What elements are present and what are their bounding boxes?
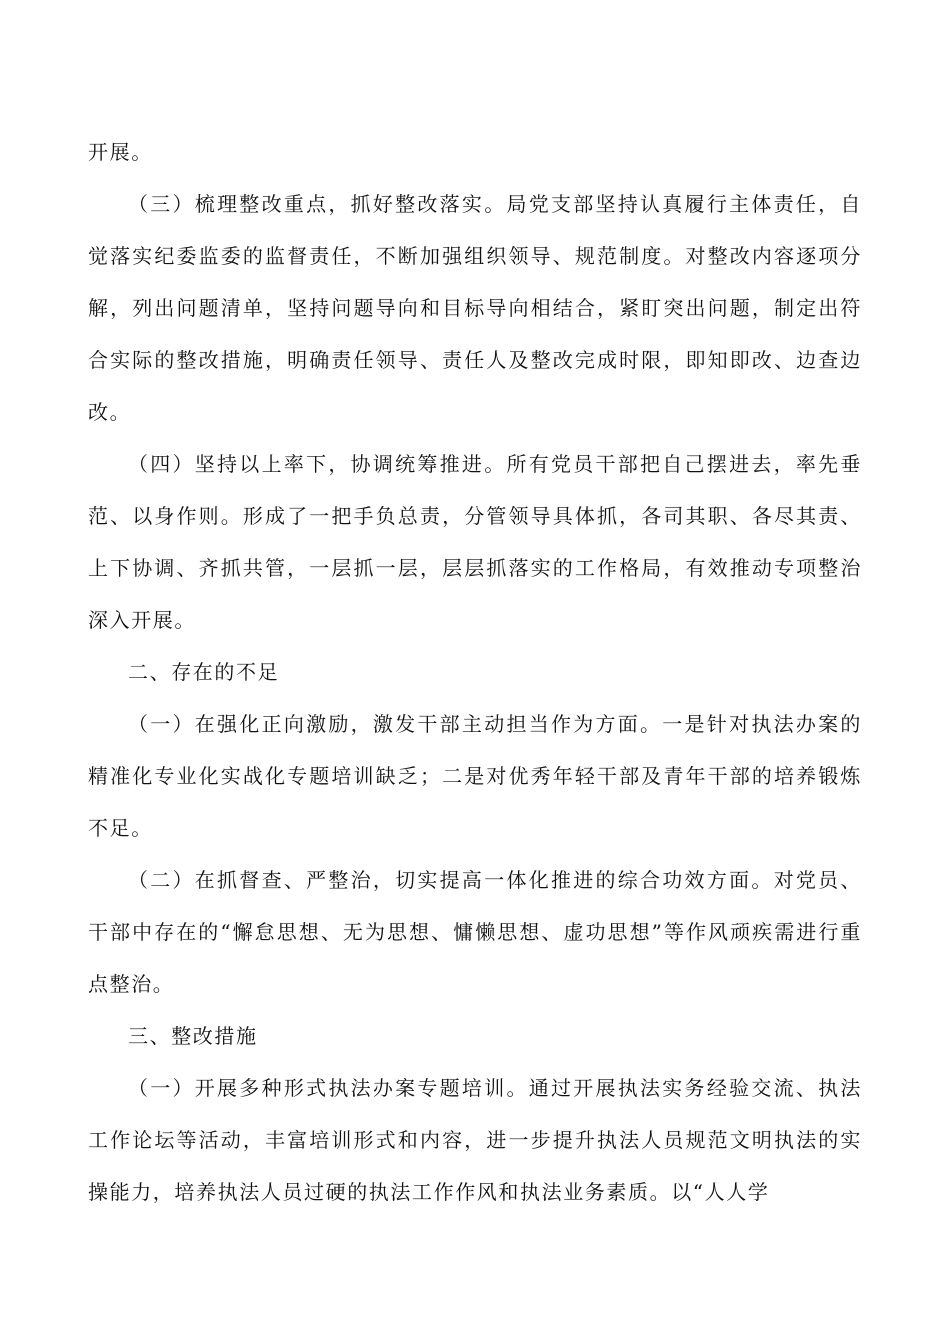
section-heading-measures: 三、整改措施 (128, 1024, 258, 1048)
paragraph-section-1-4: （四）坚持以上率下，协调统筹推进。所有党员干部把自己摆进去，率先垂范、以身作则。形成了一把手负总责，分管领导具体抓，各司其职、各尽其责、上下协调、齐抓共管，一层抓一层，层层抓落实的工作格局，有效推动专项整治深入开展。 (88, 452, 862, 632)
paragraph-continuation: 开展。 (88, 140, 153, 164)
document-page (88, 126, 862, 1218)
paragraph-section-1-3: （三）梳理整改重点，抓好整改落实。局党支部坚持认真履行主体责任，自觉落实纪委监委的监督责任，不断加强组织领导、规范制度。对整改内容逐项分解，列出问题清单，坚持问题导向和目标导向相结合，紧盯突出问题，制定出符合实际的整改措施，明确责任领导、责任人及整改完成时限，即知即改、边查边改。 (88, 192, 862, 424)
paragraph-section-2-2: （二）在抓督查、严整治，切实提高一体化推进的综合功效方面。对党员、干部中存在的“懈怠思想、无为思想、慵懒思想、虚功思想”等作风顽疾需进行重点整治。 (88, 868, 862, 996)
section-heading-shortcomings: 二、存在的不足 (128, 660, 280, 684)
paragraph-section-3-1: （一）开展多种形式执法办案专题培训。通过开展执法实务经验交流、执法工作论坛等活动，丰富培训形式和内容，进一步提升执法人员规范文明执法的实操能力，培养执法人员过硬的执法工作作风和执法业务素质。以“人人学 (88, 1076, 862, 1204)
paragraph-section-2-1: （一）在强化正向激励，激发干部主动担当作为方面。一是针对执法办案的精准化专业化实战化专题培训缺乏；二是对优秀年轻干部及青年干部的培养锻炼不足。 (88, 712, 862, 840)
